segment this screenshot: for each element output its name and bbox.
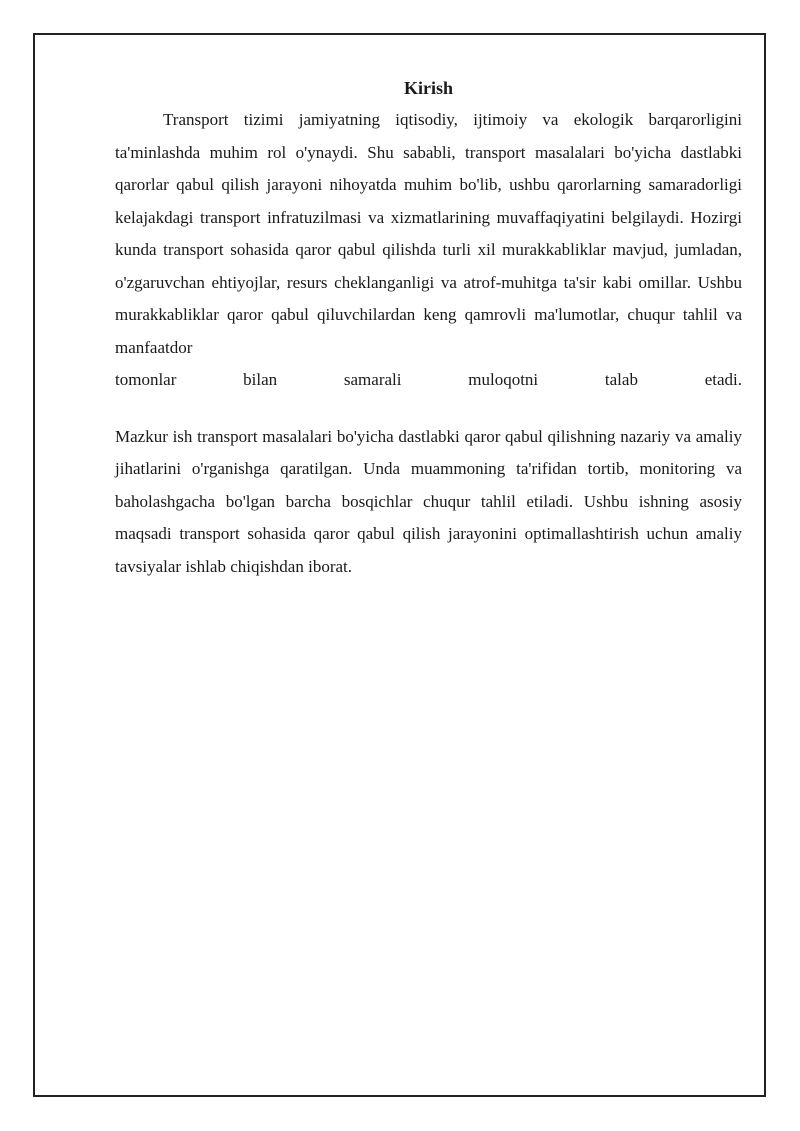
document-body [115,74,742,583]
paragraph-purpose: Mazkur ish transport masalalari bo'yicha dastlabki qaror qabul qilishning nazariy va amaliy jihatlarini o'rganishga qaratilgan. Unda muammoning ta'rifidan tortib, monitoring va baholashgacha bo'lgan barcha bosqichlar chuqur tahlil etiladi. Ushbu ishning asosiy maqsadi transport sohasida qaror qabul qilish jarayonini optimallashtirish uchun amaliy tavsiyalar ishlab chiqishdan iborat. [115,426,742,576]
paragraph-intro-last-line: tomonlar bilan samarali muloqotni talab etadi. [115,370,742,389]
paragraph-intro: Transport tizimi jamiyatning iqtisodiy, ijtimoiy va ekologik barqarorligini ta'minlashda muhim rol o'ynaydi. Shu sababli, transport masalalari bo'yicha dastlabki qarorlar qabul qilish jarayoni nihoyatda muhim bo'lib, ushbu qarorlarning samaradorligi kelajakdagi transport infratuzilmasi va xizmatlarining muvaffaqiyatini belgilaydi. Hozirgi kunda transport sohasida qaror qabul qilishda turli xil murakkabliklar mavjud, jumladan, o'zgaruvchan ehtiyojlar, resurs cheklanganligi va atrof-muhitga ta'sir kabi omillar. Ushbu murakkabliklar qaror qabul qiluvchilardan keng qamrovli ma'lumotlar, chuqur tahlil va manfaatdor [115,110,742,357]
document-title: Kirish [403,78,453,98]
paragraph-spacer [115,397,742,421]
